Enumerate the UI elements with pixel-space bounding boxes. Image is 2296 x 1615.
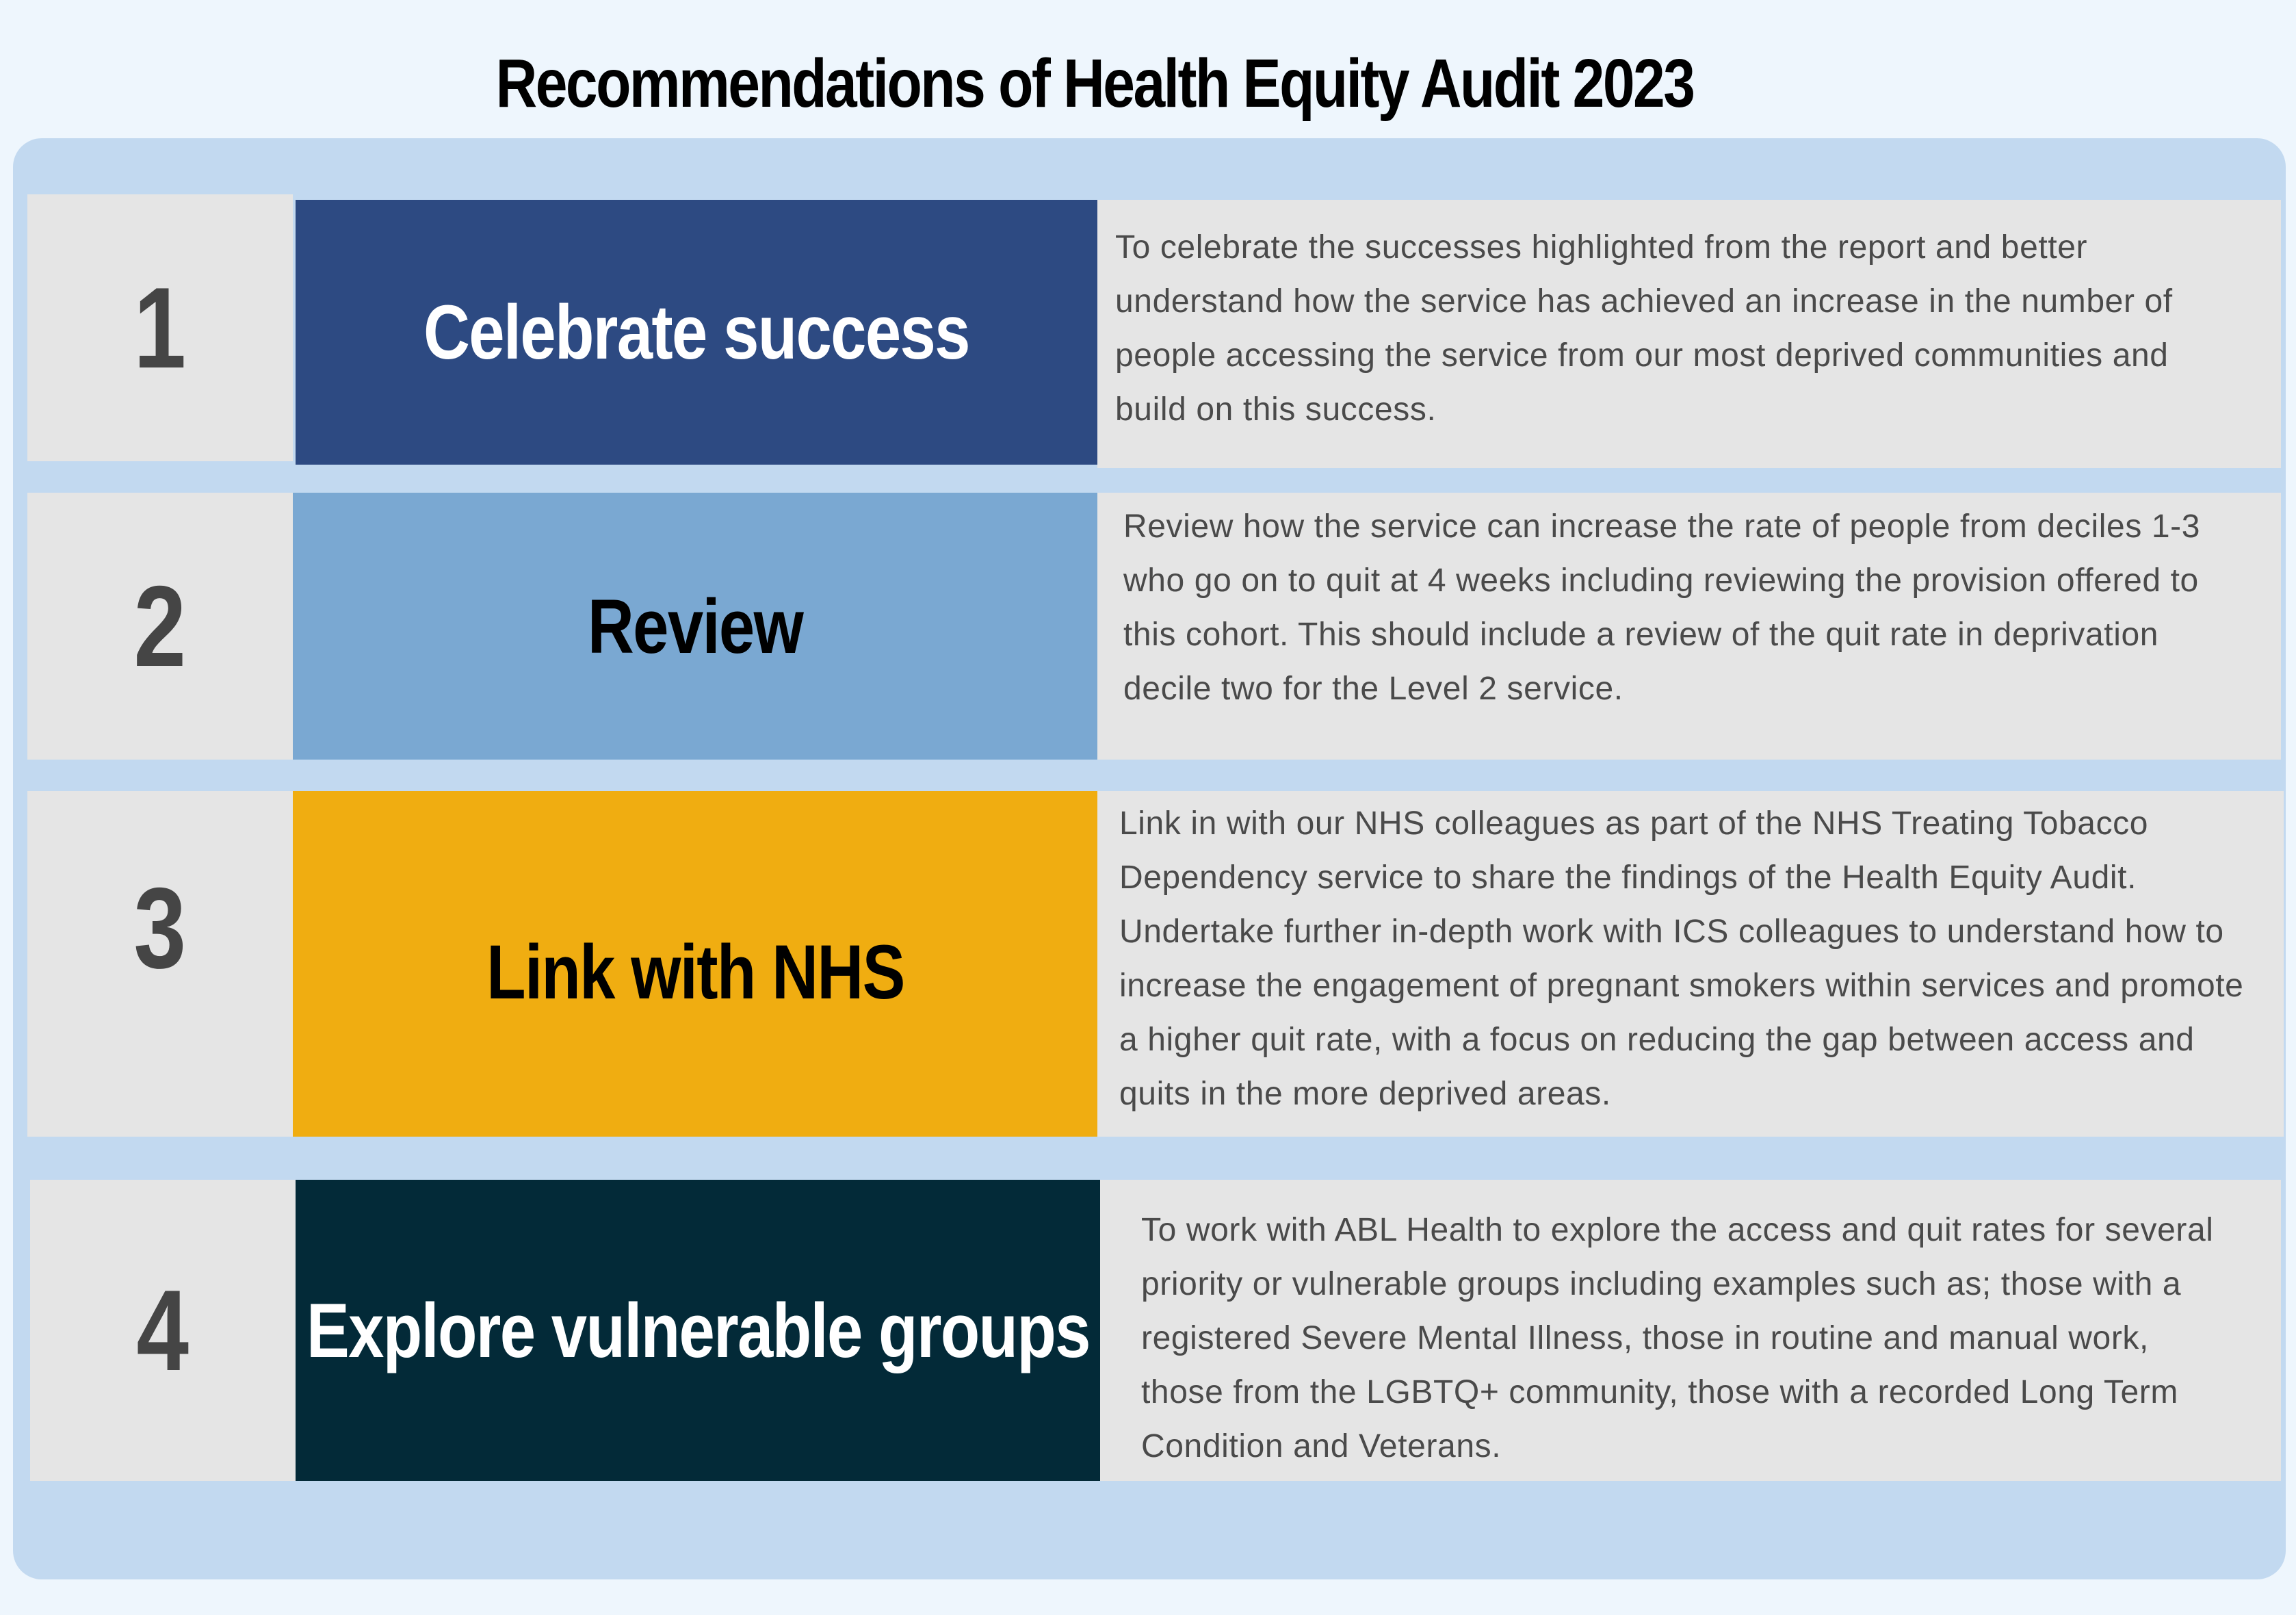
- recommendation-number: 1: [27, 194, 293, 461]
- recommendation-heading: Explore vulnerable groups: [296, 1180, 1100, 1481]
- recommendation-description: Review how the service can increase the rate of people from deciles 1-3 who go on to quit at 4 weeks including reviewing the provision offered to this cohort. This should include a review of the quit rate in deprivation decile two for the Level 2 service.: [1097, 493, 2281, 760]
- recommendation-heading: Review: [293, 493, 1097, 760]
- recommendation-description: To celebrate the successes highlighted from the report and better understand how the service has achieved an increase in the number of people accessing the service from our most deprived communities and build on this success.: [1097, 200, 2281, 468]
- recommendation-number: 3: [27, 791, 293, 1137]
- recommendation-number: 2: [27, 493, 293, 760]
- page-title: Recommendations of Health Equity Audit 2023: [495, 45, 1694, 122]
- recommendation-description: Link in with our NHS colleagues as part of the NHS Treating Tobacco Dependency service to share the findings of the Health Equity Audit. Undertake further in-depth work with ICS colleagues to understand how to increase the engagement of pregnant smokers within services and promote a higher quit rate, with a focus on reducing the gap between access and quits in the more deprived areas.: [1097, 791, 2284, 1137]
- recommendation-heading: Link with NHS: [293, 791, 1097, 1137]
- recommendations-panel: [13, 138, 2286, 1579]
- recommendation-description: To work with ABL Health to explore the access and quit rates for several priority or vulnerable groups including examples such as; those with a registered Severe Mental Illness, those in routine and manual work, those from the LGBTQ+ community, those with a recorded Long Term Condition and Veterans.: [1100, 1180, 2281, 1481]
- recommendation-number: 4: [30, 1180, 296, 1481]
- recommendation-heading: Celebrate success: [296, 200, 1097, 465]
